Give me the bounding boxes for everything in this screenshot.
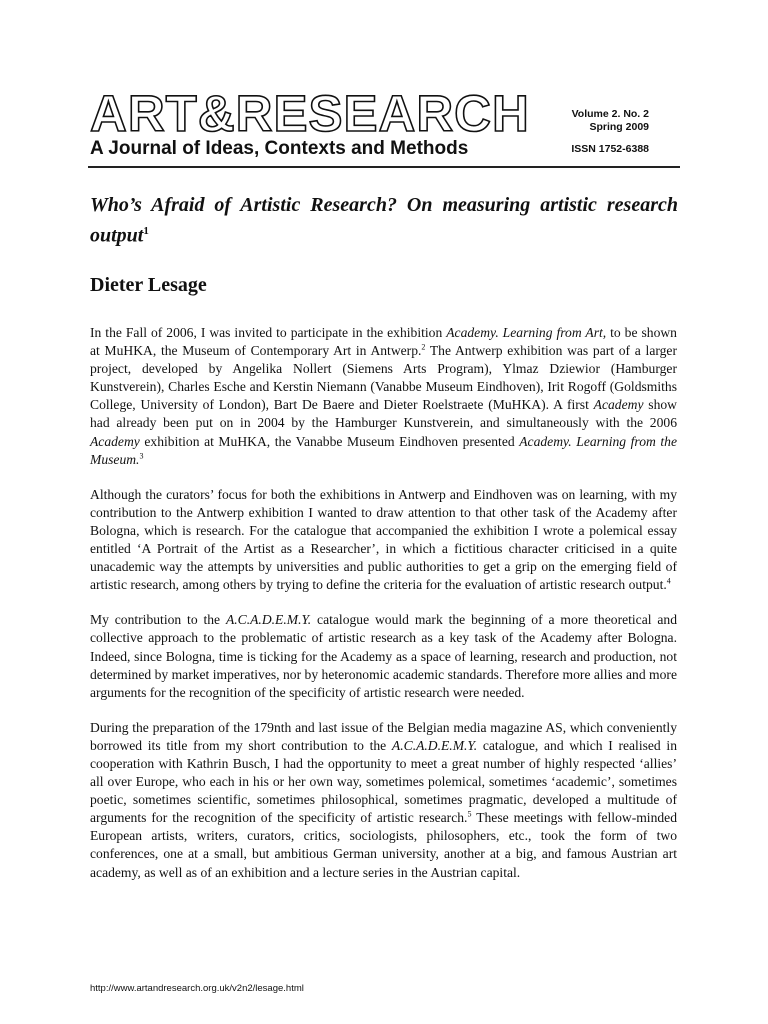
italic-title: Academy. Learning from the Museum. [90,433,677,467]
paragraph-text: The Antwerp exhibition was part of a larger project, developed by Angelika Nollert (Siemens Arts Program), Ylmaz Dziewior (Hamburger Kunstverein), Charles Esche and Kerstin Niemann (Vanabbe Museum Eindhoven), Irit Rogoff (Goldsmiths College, University of London), Bart De Baere and Dieter Roelstraete (MuHKA). A first [90,343,677,413]
paragraph-text: In the Fall of 2006, I was invited to participate in the exhibition [90,325,447,340]
paragraph-text: to be shown at MuHKA, the Museum of Contemporary Art in Antwerp. [90,325,677,359]
footnote-ref-1[interactable]: 1 [143,225,149,237]
article-title-text: Who’s Afraid of Artistic Research? On measuring artistic research output [90,194,678,247]
paragraph-text: During the preparation of the 179nth and last issue of the Belgian media magazine AS, which conveniently borrowed its title from my short contribution to the [90,719,677,753]
article-body [90,324,677,899]
paragraph-text: Although the curators’ focus for both the exhibitions in Antwerp and Eindhoven was on learning, with my contribution to the Antwerp exhibition I wanted to draw attention to that other task of the Academy after Bologna, which is research. For the catalogue that accompanied the exhibition I wrote a polemical essay entitled ‘A Portrait of the Artist as a Researcher’, in which a fictitious character criticised in a quite unacademic way the attempts by universities and public authorities to get a grip on the emerging field of artistic research, among others by trying to define the criteria for the evaluation of artistic research output. [90,486,677,593]
paragraph-text: catalogue would mark the beginning of a more theoretical and collective approach to the problematic of artistic research as a key task of the Academy after Bologna. Indeed, since Bologna, time is ticking for the Academy as a space of learning, research and production, not determined by market imperatives, nor by heteronomic academic standards. Therefore more allies and more arguments for the recognition of the specificity of artistic research were needed. [90,612,678,700]
paragraph-text: exhibition at MuHKA, the Vanabbe Museum Eindhoven presented [139,433,520,449]
italic-title: A.C.A.D.E.M.Y. [391,737,478,753]
paragraph-3 [90,611,677,701]
italic-title: Academy [90,433,140,449]
journal-subtitle: A Journal of Ideas, Contexts and Methods [90,138,469,159]
italic-title: Academy [593,397,644,413]
footnote-ref-4[interactable]: 4 [666,576,671,586]
paragraph-4 [90,719,677,882]
footer-url[interactable]: http://www.artandresearch.org.uk/v2n2/lesage.html [90,983,304,994]
issue-issn: ISSN 1752-6388 [571,143,649,155]
paragraph-text: show had already been put on in 2004 by the Hamburger Kunstverein, and simultaneously with the 2006 [90,397,677,431]
paragraph-1 [90,324,677,469]
italic-title: A.C.A.D.E.M.Y. [225,612,312,628]
issue-season: Spring 2009 [589,121,649,133]
paragraph-2 [90,486,677,595]
issue-info [557,108,649,155]
article-title [90,192,678,249]
journal-logo: ART&RESEARCH [90,85,530,142]
journal-masthead [90,85,680,162]
footnote-ref-5[interactable]: 5 [467,809,472,819]
footnote-ref-3[interactable]: 3 [139,451,144,461]
italic-title: Academy. Learning from Art, [446,325,607,340]
masthead-divider [88,166,680,168]
issue-volume: Volume 2. No. 2 [571,108,649,120]
paragraph-text: catalogue, and which I realised in cooperation with Kathrin Busch, I had the opportunity to meet a great number of highly respected ‘allies’ all over Europe, who each in his or her own way, sometimes polemical, sometimes ‘academic’, sometimes poetic, sometimes scientific, sometimes philosophical, sometimes pragmatic, developed a multitude of arguments for the recognition of the specificity of artistic research. [90,737,677,826]
paragraph-text: These meetings with fellow-minded European artists, writers, curators, critics, sociologists, philosophers, etc., took the form of two conferences, one at a small, but ambitious German university, another at a big, and famous Austrian art academy, as well as of an exhibition and a lecture series in the Austrian capital. [90,810,677,880]
paragraph-text: My contribution to the [90,612,226,628]
footnote-ref-2[interactable]: 2 [421,342,426,352]
article-author: Dieter Lesage [90,274,207,296]
